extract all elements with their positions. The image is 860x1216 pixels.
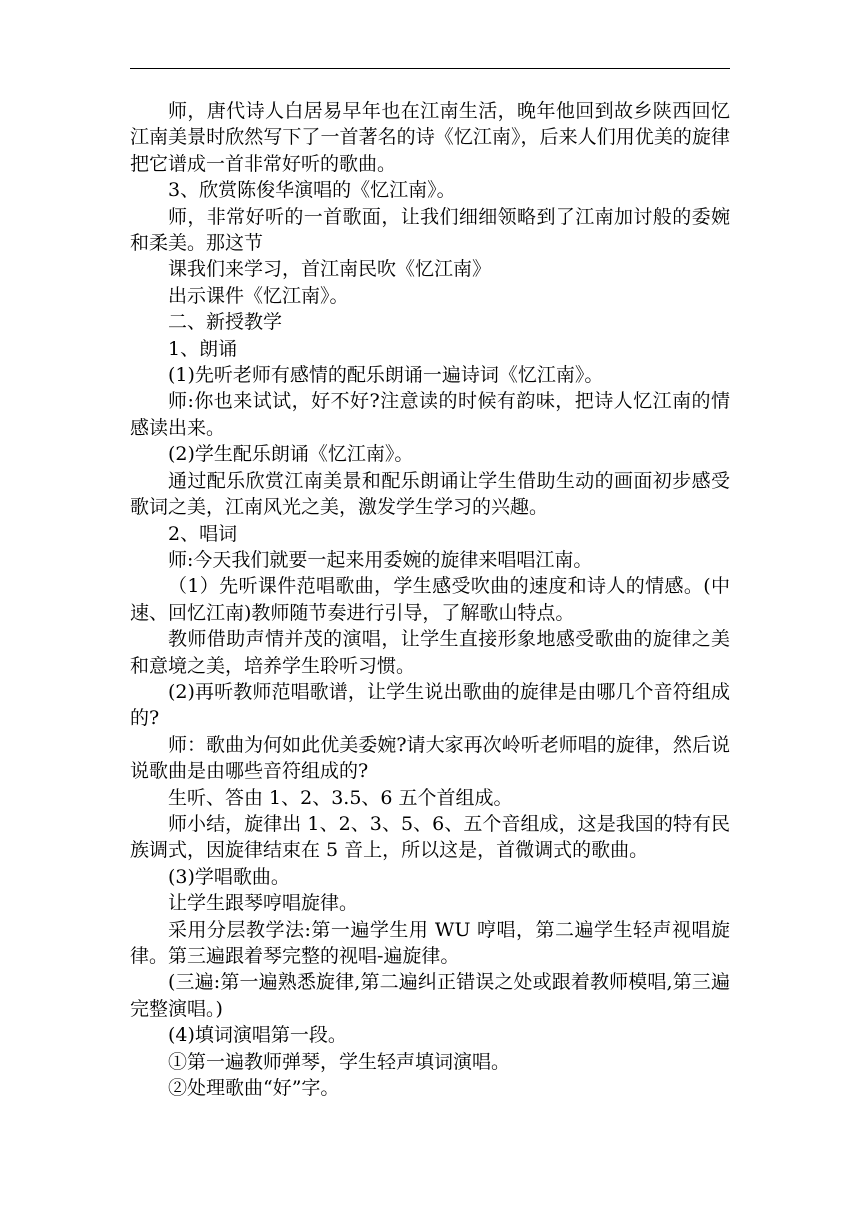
paragraph: （1）先听课件范唱歌曲，学生感受吹曲的速度和诗人的情感。(中速、回忆江南)教师随节奏进行引导，了解歌山特点。 (130, 575, 730, 624)
paragraph: 师小结，旋律出 1、2、3、5、6、五个音组成，这是我国的特有民族调式，因旋律结束在 5 音上，所以这是，首微调式的歌曲。 (130, 812, 730, 862)
paragraph: (1)先听老师有感情的配乐朗诵一遍诗词《忆江南》。 (168, 364, 604, 387)
paragraph: 通过配乐欣赏江南美景和配乐朗诵让学生借助生动的画面初步感受歌词之美，江南风光之美，激发学生学习的兴趣。 (130, 469, 730, 519)
paragraph: (2)再听教师范唱歌谱，让学生说出歌曲的旋律是由哪几个音符组成的? (130, 680, 730, 730)
paragraph: (2)学生配乐朗诵《忆江南》。 (168, 443, 414, 466)
paragraph: (3)学唱歌曲。 (168, 865, 290, 888)
paragraph: (三遍:第一遍熟悉旋律,第二遍纠正错误之处或跟着教师模唱,第三遍完整演唱。) (130, 971, 730, 1020)
paragraph: 课我们来学习，首江南民吹《忆江南》 (168, 258, 492, 281)
subsection-heading: 2、唱词 (168, 522, 238, 545)
paragraph: 采用分层教学法:第一遍学生用 WU 哼唱，第二遍学生轻声视唱旋律。第三遍跟着琴完整的视唱-遍旋律。 (130, 918, 730, 967)
paragraph: 3、欣赏陈俊华演唱的《忆江南》。 (168, 179, 456, 202)
paragraph: ②处理歌曲“好”字。 (168, 1077, 340, 1100)
paragraph: ①第一遍教师弹琴，学生轻声填词演唱。 (168, 1050, 511, 1073)
subsection-heading: 1、朗诵 (168, 337, 238, 360)
paragraph: 师，唐代诗人白居易早年也在江南生活，晚年他回到故乡陕西回忆江南美景时欣然写下了一首著名的诗《忆江南》，后来人们用优美的旋律把它谱成一首非常好听的歌曲。 (130, 100, 730, 175)
paragraph: 师:你也来试试，好不好?注意读的时候有韵味，把诗人忆江南的情感读出来。 (130, 390, 730, 439)
paragraph: 师，非常好听的一首歌面，让我们细细领略到了江南加讨般的委婉和柔美。那这节 (130, 205, 730, 255)
section-heading: 二、新授教学 (168, 311, 283, 334)
header-rule (130, 68, 730, 69)
paragraph: 师:今天我们就要一起来用委婉的旋律来唱唱江南。 (168, 548, 593, 571)
paragraph: 教师借助声情并茂的演唱，让学生直接形象地感受歌曲的旋律之美和意境之美，培养学生聆听习惯。 (130, 628, 730, 677)
paragraph: 出示课件《忆江南》。 (168, 284, 349, 307)
document-body (130, 98, 730, 1101)
paragraph: 让学生跟琴哼唱旋律。 (168, 892, 359, 915)
paragraph: 生听、答由 1、2、3.5、6 五个首组成。 (168, 786, 513, 809)
paragraph: 师：歌曲为何如此优美委婉?请大家再次岭听老师唱的旋律，然后说说歌曲是由哪些音符组成的? (130, 733, 730, 783)
paragraph: (4)填词演唱第一段。 (168, 1024, 347, 1047)
